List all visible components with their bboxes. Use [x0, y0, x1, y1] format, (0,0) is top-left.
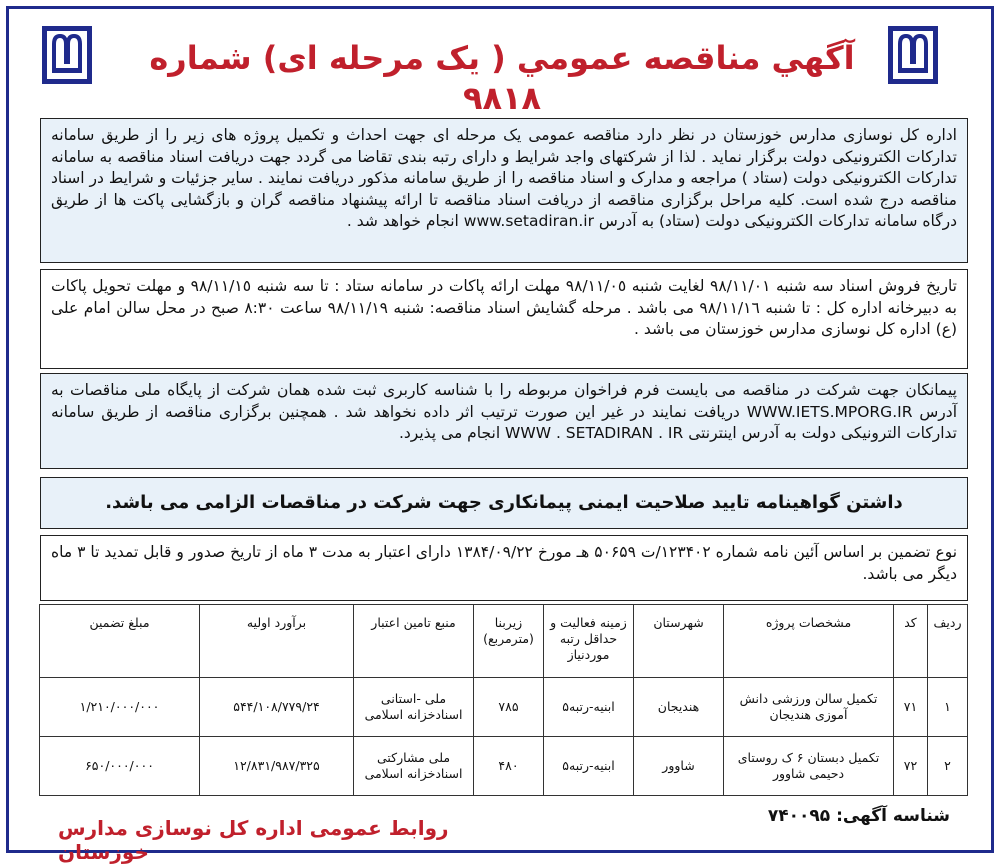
- cell-guarantee: ۶۵٠/٠٠٠/٠٠٠: [40, 737, 200, 796]
- cell-project: تکمیل دبستان ۶ ک روستای دحیمی شاوور: [724, 737, 894, 796]
- intro-paragraph: اداره کل نوسازی مدارس خوزستان در نظر دارد مناقصه عمومی یک مرحله ای جهت احداث و تکمیل پروژه های زیر را از طریق سامانه تدارکات الکترونیکی دولت برگزار نماید . لذا از شرکتهای واجد شرایط و دارای رتبه بندی تقاضا می گردد جهت دریافت اسناد مناقصه به سامانه تدارکات الکترونیکی دولت (ستاد ) مراجعه و مدارک و اسناد مناقصه را از طریق سامانه مذکور دریافت نمایند . سایر جزئیات و شرایط در اسناد مناقصه درج شده است. کلیه مراحل برگزاری مناقصه از دریافت اسناد مناقصه تا ارائه پیشنهاد مناقصه گران و بازگشایی پاکت ها از طریق درگاه سامانه تدارکات الکترونیکی دولت (ستاد) به آدرس www.setadiran.ir انجام خواهد شد .: [40, 118, 968, 263]
- cell-city: هندیجان: [634, 678, 724, 737]
- header-area: زیربنا (مترمربع): [474, 605, 544, 678]
- organization-name: روابط عمومی اداره کل نوسازی مدارس خوزستان: [58, 816, 449, 864]
- safety-notice: داشتن گواهینامه تایید صلاحیت ایمنی پیمانکاری جهت شرکت در مناقصات الزامی می باشد.: [40, 477, 968, 529]
- cell-area: ۴٨٠: [474, 737, 544, 796]
- cell-code: ٧١: [894, 678, 928, 737]
- ad-id: شناسه آگهی: ٧۴٠٠٩۵: [767, 806, 950, 826]
- cell-row-number: ٢: [928, 737, 968, 796]
- contractors-paragraph: پیمانکان جهت شرکت در مناقصه می بایست فرم فراخوان مربوطه را با شناسه کاربری ثبت شده همان شرکت از پایگاه ملی مناقصات به آدرس WWW.IETS.MPORG.IR دریافت نمایند در غیر این صورت ترتیب اثر داده نخواهد شد . همچنین برگزاری مناقصه از طریق سامانه تدارکات الترونیکی دولت به آدرس اینترنتی WWW . SETADIRAN . IR انجام می پذیرد.: [40, 373, 968, 469]
- header-guarantee: مبلغ تضمین: [40, 605, 200, 678]
- cell-city: شاوور: [634, 737, 724, 796]
- cell-funding: ملی مشارکتی اسنادخزانه اسلامی: [354, 737, 474, 796]
- cell-area: ٧٨۵: [474, 678, 544, 737]
- table-row: [40, 737, 968, 796]
- cell-field-rank: ابنیه-رتبه۵: [544, 678, 634, 737]
- guarantee-paragraph: نوع تضمین بر اساس آئین نامه شماره ١٢٣۴٠٢/ت ۵٠۶۵٩ هـ مورخ ١٣٨۴/٠٩/٢٢ دارای اعتبار به مدت ٣ ماه از تاریخ صدور و قابل تمدید تا ٣ ماه دیگر می باشد.: [40, 535, 968, 601]
- emblem-icon: [40, 24, 94, 86]
- projects-table: [40, 604, 968, 796]
- table-row: [40, 678, 968, 737]
- cell-row-number: ١: [928, 678, 968, 737]
- cell-funding: ملی -استانی اسنادخزانه اسلامی: [354, 678, 474, 737]
- header-row-number: ردیف: [928, 605, 968, 678]
- header-project: مشخصات پروژه: [724, 605, 894, 678]
- ad-title: آگهي مناقصه عمومي ( يک مرحله اى) شماره ٩٨١٨: [149, 39, 855, 117]
- header-field-rank: زمینه فعالیت و حداقل رتبه موردنیاز: [544, 605, 634, 678]
- cell-code: ٧٢: [894, 737, 928, 796]
- header-estimate: برآورد اولیه: [200, 605, 354, 678]
- cell-estimate: ٢۴/١٠٨/٧٧٩/۵۴۴: [200, 678, 354, 737]
- cell-estimate: ١٢/٨٣١/٩٨٧/٣٢۵: [200, 737, 354, 796]
- header-funding: منبع تامین اعتبار: [354, 605, 474, 678]
- table-header-row: [40, 605, 968, 678]
- header-code: کد: [894, 605, 928, 678]
- emblem-icon: [886, 24, 940, 86]
- cell-project: تکمیل سالن ورزشی دانش آموزی هندیجان: [724, 678, 894, 737]
- dates-paragraph: تاریخ فروش اسناد سه شنبه ٩٨/١١/٠١ لغایت شنبه ٩٨/١١/٠٥ مهلت ارائه پاکات در سامانه ستاد : تا سه شنبه ٩٨/١١/١٥ و مهلت تحویل پاکات به دبیرخانه اداره کل : تا شنبه ٩٨/١١/١٦ می باشد . مرحله گشایش اسناد مناقصه: شنبه ٩٨/١١/١٩ ساعت ٨:٣٠ صبح در محل سالن امام علی (ع) اداره کل نوسازی مدارس خوزستان می باشد .: [40, 269, 968, 369]
- header-city: شهرستان: [634, 605, 724, 678]
- cell-guarantee: ١/٢١٠/٠٠٠/٠٠٠: [40, 678, 200, 737]
- cell-field-rank: ابنیه-رتبه۵: [544, 737, 634, 796]
